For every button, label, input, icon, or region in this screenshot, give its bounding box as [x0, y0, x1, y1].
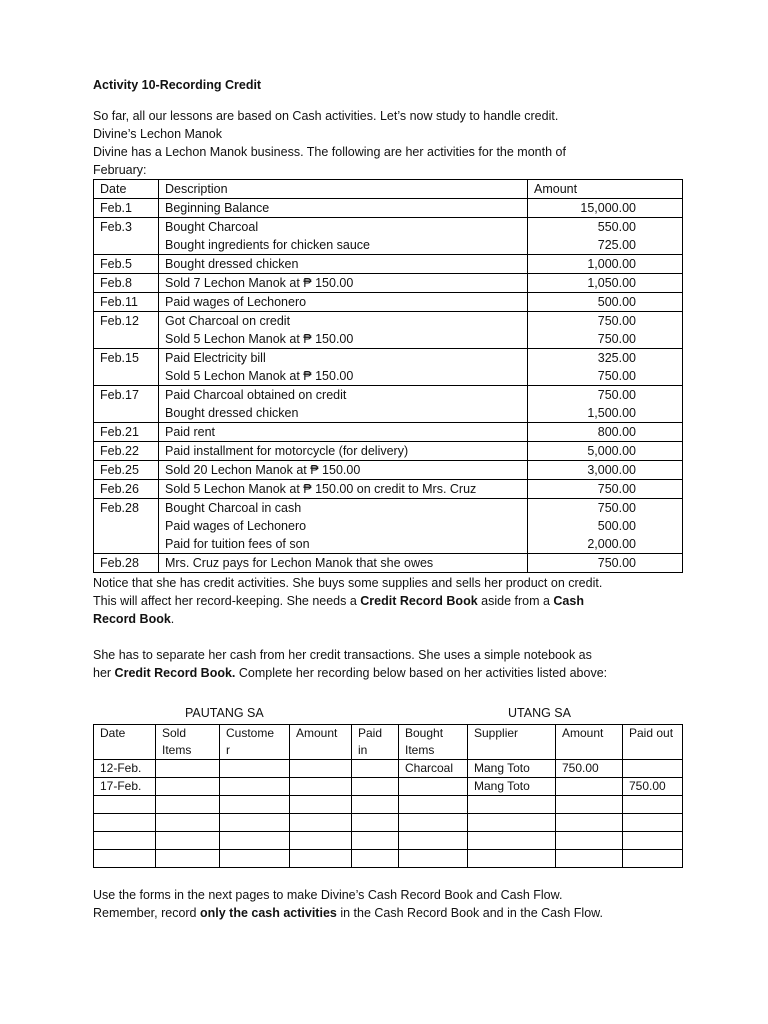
ledger-cell-paid-out[interactable] — [623, 850, 683, 868]
ledger-cell-bought[interactable] — [399, 814, 468, 832]
activity-description-line: Bought dressed chicken — [165, 406, 299, 420]
activity-row — [94, 293, 683, 312]
ledger-cell-supplier[interactable]: Mang Toto — [468, 778, 556, 796]
activity-amount-line: 2,000.00 — [587, 537, 636, 551]
ledger-cell-paid-out[interactable] — [623, 796, 683, 814]
activity-amount-line: 15,000.00 — [580, 201, 636, 215]
ledger-row — [94, 796, 683, 814]
separate-line-2 — [93, 664, 683, 682]
ledger-cell-amount2[interactable]: 750.00 — [556, 760, 623, 778]
header-amount: Amount — [528, 180, 683, 199]
ledger-cell-customer[interactable] — [220, 760, 290, 778]
ledger-cell-amount[interactable] — [290, 760, 352, 778]
activity-amount — [528, 218, 683, 255]
ledger-cell-paid-out[interactable]: 750.00 — [623, 778, 683, 796]
activity-date: Feb.12 — [94, 312, 159, 349]
activity-row — [94, 499, 683, 554]
ledger-row — [94, 850, 683, 868]
activity-amount-line: 1,500.00 — [587, 406, 636, 420]
activity-date: Feb.22 — [94, 442, 159, 461]
business-name: Divine’s Lechon Manok — [93, 127, 223, 141]
activity-amount-line: 1,000.00 — [587, 257, 636, 271]
ledger-cell-customer[interactable] — [220, 850, 290, 868]
closing-text: in the Cash Record Book and in the Cash Flow. — [336, 906, 603, 920]
ledger-cell-amount2[interactable] — [556, 850, 623, 868]
activity-description — [159, 349, 528, 386]
activity-description-line: Bought Charcoal in cash — [165, 501, 302, 515]
ledger-cell-paid-in[interactable] — [352, 832, 399, 850]
pautang-label: PAUTANG SA — [185, 706, 264, 720]
activity-row — [94, 218, 683, 255]
activity-amount-line: 750.00 — [597, 501, 636, 515]
ledger-cell-bought[interactable] — [399, 796, 468, 814]
activity-description-line: Paid Charcoal obtained on credit — [165, 388, 347, 402]
activity-description-line: Sold 20 Lechon Manok at ₱ 150.00 — [165, 463, 361, 477]
ledger-cell-paid-out[interactable] — [623, 760, 683, 778]
ledger-cell-paid-in[interactable] — [352, 796, 399, 814]
activity-date: Feb.11 — [94, 293, 159, 312]
page-title: Activity 10-Recording Credit — [93, 78, 262, 92]
activity-description — [159, 293, 528, 312]
ledger-cell-amount[interactable] — [290, 778, 352, 796]
activity-amount — [528, 255, 683, 274]
activity-description — [159, 312, 528, 349]
ledger-cell-paid-in[interactable] — [352, 760, 399, 778]
activity-amount — [528, 480, 683, 499]
activity-description-line: Got Charcoal on credit — [165, 314, 291, 328]
notice-paragraph — [93, 574, 683, 628]
activity-amount-line: 5,000.00 — [587, 444, 636, 458]
ledger-cell-sold[interactable] — [156, 832, 220, 850]
activity-date: Feb.5 — [94, 255, 159, 274]
activity-row — [94, 312, 683, 349]
activity-description — [159, 423, 528, 442]
activity-amount-line: 1,050.00 — [587, 276, 636, 290]
activity-description-line: Paid rent — [165, 425, 216, 439]
ledger-cell-amount2[interactable] — [556, 778, 623, 796]
ledger-cell-date[interactable]: 12-Feb. — [94, 760, 156, 778]
ledger-cell-paid-in[interactable] — [352, 814, 399, 832]
ledger-header-row — [94, 725, 683, 760]
separate-paragraph — [93, 646, 683, 682]
activity-amount — [528, 349, 683, 386]
ledger-cell-date[interactable] — [94, 796, 156, 814]
ledger-header-date: Date — [94, 725, 156, 760]
activity-row — [94, 386, 683, 423]
ledger-header-amount-2: Amount — [556, 725, 623, 760]
ledger-row — [94, 778, 683, 796]
activity-amount-line: 750.00 — [597, 388, 636, 402]
ledger-cell-customer[interactable] — [220, 814, 290, 832]
activity-description — [159, 480, 528, 499]
ledger-header-amount: Amount — [290, 725, 352, 760]
activity-description-line: Paid wages of Lechonero — [165, 519, 307, 533]
notice-text: This will affect her record-keeping. She needs a — [93, 594, 361, 608]
activity-description-line: Sold 5 Lechon Manok at ₱ 150.00 — [165, 369, 354, 383]
activity-description-line: Sold 5 Lechon Manok at ₱ 150.00 on credit to Mrs. Cruz — [165, 482, 477, 496]
activity-row — [94, 423, 683, 442]
ledger-cell-supplier[interactable] — [468, 832, 556, 850]
customer-label: Custome — [226, 726, 275, 740]
ledger-cell-sold[interactable] — [156, 796, 220, 814]
notice-line-2 — [93, 592, 683, 610]
activity-date: Feb.3 — [94, 218, 159, 255]
ledger-header-customer — [220, 725, 290, 760]
activity-description-line: Sold 5 Lechon Manok at ₱ 150.00 — [165, 332, 354, 346]
activity-amount-line: 500.00 — [597, 519, 636, 533]
ledger-cell-bought[interactable] — [399, 850, 468, 868]
intro-text: So far, all our lessons are based on Cash activities. Let’s now study to handle credit. — [93, 109, 559, 123]
utang-label: UTANG SA — [508, 706, 571, 720]
notice-bold-credit-book: Credit Record Book — [360, 594, 478, 608]
activity-date: Feb.26 — [94, 480, 159, 499]
items-label-2: Items — [405, 743, 435, 757]
ledger-cell-amount2[interactable] — [556, 832, 623, 850]
ledger-cell-paid-in[interactable] — [352, 778, 399, 796]
activity-amount — [528, 386, 683, 423]
activity-description — [159, 461, 528, 480]
activity-amount-line: 800.00 — [597, 425, 636, 439]
ledger-cell-amount[interactable] — [290, 796, 352, 814]
activity-description — [159, 554, 528, 573]
activity-row — [94, 480, 683, 499]
activity-amount — [528, 554, 683, 573]
activity-description — [159, 218, 528, 255]
activity-description-line: Sold 7 Lechon Manok at ₱ 150.00 — [165, 276, 354, 290]
ledger-cell-amount[interactable] — [290, 832, 352, 850]
closing-bold: only the cash activities — [199, 906, 337, 920]
notice-line-3 — [93, 610, 683, 628]
ledger-cell-sold[interactable] — [156, 814, 220, 832]
customer-label-2: r — [226, 743, 230, 757]
activity-description-line: Beginning Balance — [165, 201, 270, 215]
activity-amount — [528, 499, 683, 554]
credit-record-table — [93, 724, 683, 868]
activity-amount-line: 725.00 — [597, 238, 636, 252]
ledger-cell-supplier[interactable]: Mang Toto — [468, 760, 556, 778]
ledger-header-sold-items — [156, 725, 220, 760]
activity-description — [159, 199, 528, 218]
activity-description-line: Paid Electricity bill — [165, 351, 266, 365]
activity-amount-line: 750.00 — [597, 369, 636, 383]
ledger-cell-amount2[interactable] — [556, 814, 623, 832]
paid-label: Paid — [358, 726, 383, 740]
ledger-cell-amount[interactable] — [290, 814, 352, 832]
ledger-cell-bought[interactable] — [399, 778, 468, 796]
ledger-cell-customer[interactable] — [220, 832, 290, 850]
in-label: in — [358, 743, 368, 757]
notice-bold-cash: Cash — [553, 594, 584, 608]
ledger-row — [94, 832, 683, 850]
ledger-cell-customer[interactable] — [220, 796, 290, 814]
activity-description-line: Bought ingredients for chicken sauce — [165, 238, 370, 252]
activity-amount-line: 750.00 — [597, 556, 636, 570]
activity-amount — [528, 199, 683, 218]
notice-text: aside from a — [477, 594, 554, 608]
activity-amount — [528, 423, 683, 442]
activity-row — [94, 442, 683, 461]
notice-line-1: Notice that she has credit activities. She buys some supplies and sells her product on credit. — [93, 576, 603, 590]
activity-description-line: Paid installment for motorcycle (for delivery) — [165, 444, 409, 458]
activity-date: Feb.28 — [94, 499, 159, 554]
activities-table — [93, 179, 683, 573]
activity-date: Feb.8 — [94, 274, 159, 293]
ledger-row — [94, 760, 683, 778]
document-page — [93, 76, 683, 922]
ledger-cell-date[interactable] — [94, 850, 156, 868]
ledger-cell-sold[interactable] — [156, 778, 220, 796]
ledger-header-bought-items — [399, 725, 468, 760]
activity-description — [159, 499, 528, 554]
activity-amount-line: 550.00 — [597, 220, 636, 234]
activity-description-line: Mrs. Cruz pays for Lechon Manok that she owes — [165, 556, 434, 570]
ledger-cell-paid-out[interactable] — [623, 814, 683, 832]
activity-date: Feb.15 — [94, 349, 159, 386]
separate-text: Complete her recording below based on her activities listed above: — [235, 666, 608, 680]
activity-row — [94, 199, 683, 218]
activity-date: Feb.1 — [94, 199, 159, 218]
activity-amount-line: 750.00 — [597, 314, 636, 328]
closing-paragraph — [93, 886, 683, 922]
ledger-row — [94, 814, 683, 832]
activity-description-line: Paid for tuition fees of son — [165, 537, 310, 551]
ledger-cell-supplier[interactable] — [468, 850, 556, 868]
activity-amount-line: 325.00 — [597, 351, 636, 365]
ledger-cell-date[interactable]: 17-Feb. — [94, 778, 156, 796]
separate-text: her — [93, 666, 115, 680]
activity-amount-line: 3,000.00 — [587, 463, 636, 477]
ledger-header-paid-out: Paid out — [623, 725, 683, 760]
header-description: Description — [159, 180, 528, 199]
activity-row — [94, 255, 683, 274]
business-intro-2: February: — [93, 163, 147, 177]
activity-date: Feb.28 — [94, 554, 159, 573]
activity-row — [94, 274, 683, 293]
activity-description-line: Paid wages of Lechonero — [165, 295, 307, 309]
closing-line-2 — [93, 904, 683, 922]
ledger-cell-supplier[interactable] — [468, 814, 556, 832]
sold-label: Sold — [162, 726, 187, 740]
ledger-header-paid-in — [352, 725, 399, 760]
activity-description — [159, 386, 528, 423]
activity-amount — [528, 274, 683, 293]
ledger-cell-customer[interactable] — [220, 778, 290, 796]
ledger-cell-date[interactable] — [94, 814, 156, 832]
activity-amount — [528, 442, 683, 461]
closing-line-1: Use the forms in the next pages to make Divine’s Cash Record Book and Cash Flow. — [93, 888, 563, 902]
ledger-cell-paid-out[interactable] — [623, 832, 683, 850]
ledger-cell-paid-in[interactable] — [352, 850, 399, 868]
activity-date: Feb.21 — [94, 423, 159, 442]
activity-description-line: Bought Charcoal — [165, 220, 259, 234]
ledger-header-supplier: Supplier — [468, 725, 556, 760]
activity-date: Feb.25 — [94, 461, 159, 480]
notice-text: . — [170, 612, 175, 626]
activity-amount-line: 500.00 — [597, 295, 636, 309]
activity-description-line: Bought dressed chicken — [165, 257, 299, 271]
ledger-cell-bought[interactable]: Charcoal — [399, 760, 468, 778]
header-date: Date — [94, 180, 159, 199]
ledger-cell-supplier[interactable] — [468, 796, 556, 814]
items-label: Items — [162, 743, 192, 757]
separate-line-1: She has to separate her cash from her credit transactions. She uses a simple notebook as — [93, 648, 592, 662]
bought-label: Bought — [405, 726, 444, 740]
activity-row — [94, 554, 683, 573]
activity-row — [94, 349, 683, 386]
ledger-cell-amount[interactable] — [290, 850, 352, 868]
ledger-cell-sold[interactable] — [156, 760, 220, 778]
activity-date: Feb.17 — [94, 386, 159, 423]
ledger-cell-sold[interactable] — [156, 850, 220, 868]
closing-text: Remember, record — [93, 906, 200, 920]
activities-header-row — [94, 180, 683, 199]
activity-row — [94, 461, 683, 480]
activity-amount — [528, 312, 683, 349]
ledger-section-labels — [93, 706, 683, 724]
activity-amount-line: 750.00 — [597, 482, 636, 496]
activity-description — [159, 442, 528, 461]
activity-description — [159, 255, 528, 274]
business-intro: Divine has a Lechon Manok business. The following are her activities for the month of — [93, 145, 566, 159]
notice-bold-record-book: Record Book — [93, 612, 171, 626]
activity-description — [159, 274, 528, 293]
activity-amount-line: 750.00 — [597, 332, 636, 346]
activity-amount — [528, 293, 683, 312]
ledger-cell-date[interactable] — [94, 832, 156, 850]
separate-bold: Credit Record Book. — [114, 666, 236, 680]
ledger-cell-amount2[interactable] — [556, 796, 623, 814]
ledger-cell-bought[interactable] — [399, 832, 468, 850]
activity-amount — [528, 461, 683, 480]
